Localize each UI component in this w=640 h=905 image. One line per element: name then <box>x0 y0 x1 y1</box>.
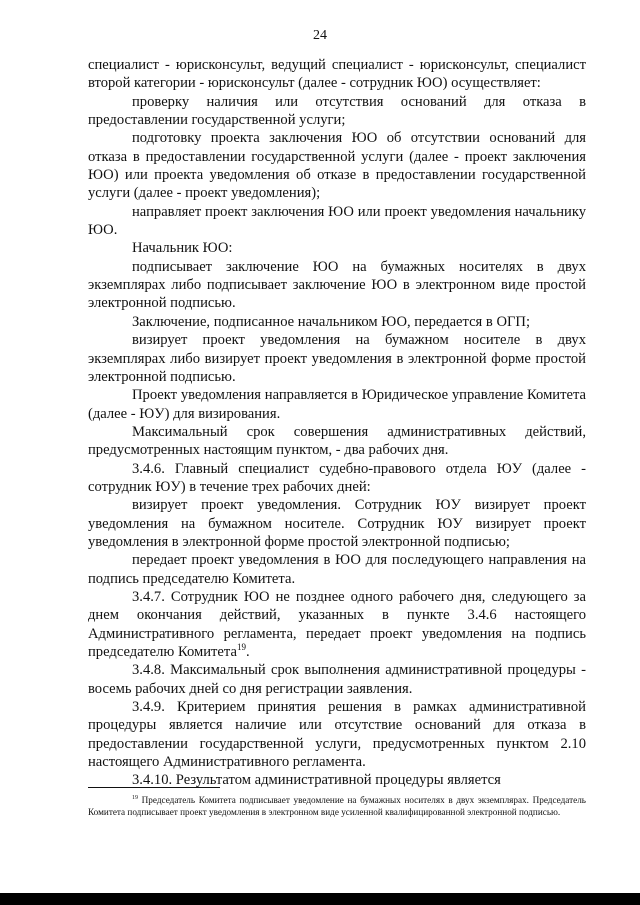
footnote-marker: 19 <box>132 794 138 801</box>
paragraph: передает проект уведомления в ЮО для последующего направления на подпись председателю Комитета. <box>88 552 586 587</box>
paragraph-347-text: 3.4.7. Сотрудник ЮО не позднее одного рабочего дня, следующего за днем окончания действий, указанных в пункте 3.4.6 настоящего Административного регламента, передает проект уведомления на подпись председателю Комитета <box>88 588 586 660</box>
footnote-reference: 19 <box>236 642 246 653</box>
paragraph: Максимальный срок совершения административных действий, предусмотренных настоящим пунктом, - два рабочих дня. <box>88 423 586 459</box>
paragraph-349: 3.4.9. Критерием принятия решения в рамках административной процедуры является наличие или отсутствие оснований для отказа в предоставлении государственной услуги, предусмотренных пунктом 2.10 настоящего Административного регламента. <box>88 699 586 771</box>
paragraph-3410: 3.4.10. Результатом административной процедуры является <box>132 772 501 789</box>
document-body <box>88 56 586 790</box>
paragraph: Заключение, подписанное начальником ЮО, передается в ОГП; <box>132 313 531 330</box>
paragraph: Проект уведомления направляется в Юридическое управление Комитета (далее - ЮУ) для визирования. <box>88 387 586 422</box>
footnote-text: Председатель Комитета подписывает уведомление на бумажных носителях в двух экземплярах. Председатель Комитета подписывает проект уведомления в электронном виде усиленной квалифицированной электронной подписью. <box>88 795 586 818</box>
page-number: 24 <box>313 28 327 43</box>
paragraph: проверку наличия или отсутствия оснований для отказа в предоставлении государственной услуги; <box>88 93 586 129</box>
footnote <box>88 794 586 819</box>
paragraph-intro: специалист - юрисконсульт, ведущий специалист - юрисконсульт, специалист второй категории - юрисконсульт (далее - сотрудник ЮО) осуществляет: <box>88 57 586 92</box>
paragraph: подготовку проекта заключения ЮО об отсутствии оснований для отказа в предоставлении государственной услуги (далее - проект заключения ЮО) или проекта уведомления об отказе в предоставлении государственной услуги (далее - проект уведомления); <box>88 130 586 202</box>
footnote-divider <box>88 787 220 788</box>
paragraph: Начальник ЮО: <box>132 240 233 257</box>
paragraph: направляет проект заключения ЮО или проект уведомления начальнику ЮО. <box>88 203 586 239</box>
paragraph: подписывает заключение ЮО на бумажных носителях в двух экземплярах либо подписывает заключение ЮО в электронном виде простой электронной подписью. <box>88 258 586 312</box>
paragraph-346: 3.4.6. Главный специалист судебно-правового отдела ЮУ (далее - сотрудник ЮУ) в течение трех рабочих дней: <box>88 460 586 495</box>
paragraph: визирует проект уведомления. Сотрудник ЮУ визирует проект уведомления на бумажном носителе. Сотрудник ЮУ визирует проект уведомления в электронной форме простой электронной подписью; <box>88 497 586 550</box>
paragraph-347-end: . <box>245 644 250 660</box>
scan-bottom-edge <box>0 893 640 905</box>
paragraph-348: 3.4.8. Максимальный срок выполнения административной процедуры - восемь рабочих дней со дня регистрации заявления. <box>88 662 586 697</box>
paragraph: визирует проект уведомления на бумажном носителе в двух экземплярах либо визирует проект уведомления в электронной форме простой электронной подписью. <box>88 332 586 385</box>
paragraph-347 <box>88 588 586 661</box>
